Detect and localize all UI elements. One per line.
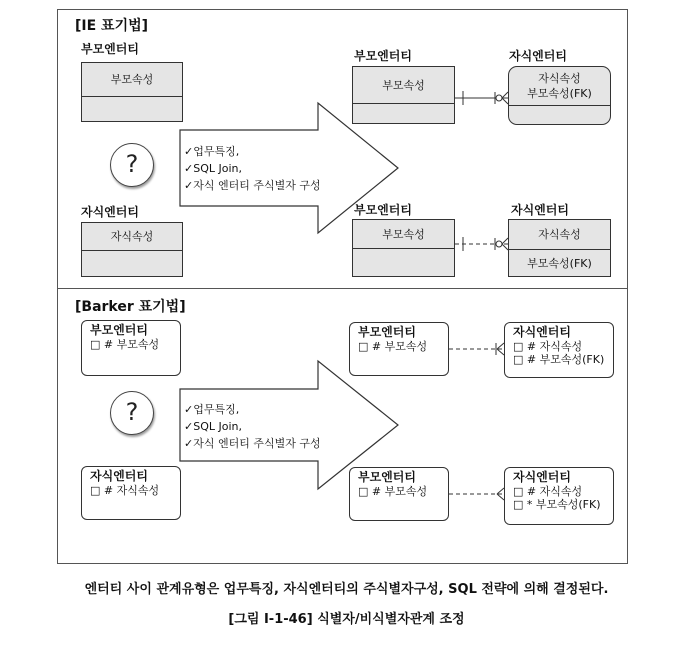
barker-left-parent-entity	[81, 320, 181, 376]
attribute: □ # 자식속성	[90, 484, 160, 497]
entity-title: 부모엔터티	[90, 323, 148, 337]
ie-criteria-list	[184, 143, 321, 194]
question-icon: ?	[110, 143, 154, 187]
ie-bottom-child-title: 자식엔터티	[511, 203, 569, 217]
barker-identifying-relationship	[449, 343, 504, 355]
attribute: □ # 부모속성(FK)	[513, 353, 605, 366]
attribute: □ * 부모속성(FK)	[513, 498, 601, 511]
ie-non-identifying-relationship	[455, 237, 508, 251]
entity-title: 자식엔터티	[513, 470, 571, 484]
attribute: □ # 자식속성	[513, 485, 583, 498]
caption-description: 엔터티 사이 관계유형은 업무특징, 자식엔터티의 주식별자구성, SQL 전략에 의해 결정된다.	[84, 582, 609, 597]
attribute: 자식속성	[110, 230, 154, 243]
entity-title: 부모엔터티	[358, 325, 416, 339]
barker-top-parent-entity	[349, 322, 449, 376]
barker-left-child-entity	[81, 466, 181, 520]
attribute: 부모속성(FK)	[527, 87, 592, 100]
attribute: 자식속성	[538, 72, 581, 85]
attribute: 부모속성	[382, 78, 425, 92]
barker-section-title: [Barker 표기법]	[75, 299, 186, 315]
ie-left-parent-entity	[81, 62, 183, 122]
attribute: □ # 부모속성	[358, 485, 428, 498]
ie-top-child-entity	[508, 66, 611, 125]
ie-left-child-title: 자식엔터티	[81, 205, 139, 219]
criteria-item: ✓업무특징,	[184, 145, 240, 158]
ie-identifying-relationship	[455, 91, 508, 105]
attribute: □ # 부모속성	[358, 340, 428, 353]
criteria-item: ✓SQL Join,	[184, 162, 242, 175]
attribute: 자식속성	[538, 228, 581, 241]
entity-title: 부모엔터티	[358, 470, 416, 484]
ie-top-child-title: 자식엔터티	[509, 49, 567, 63]
question-icon: ?	[110, 391, 154, 435]
criteria-item: ✓SQL Join,	[184, 420, 242, 433]
ie-section-title: [IE 표기법]	[75, 18, 149, 34]
attribute: 부모속성	[382, 227, 425, 241]
barker-top-child-entity	[504, 322, 614, 378]
attribute: 부모속성(FK)	[527, 257, 592, 270]
attribute: □ # 자식속성	[513, 340, 583, 353]
ie-left-parent-title: 부모엔터티	[81, 42, 139, 56]
ie-left-child-entity	[81, 222, 183, 277]
barker-non-identifying-relationship	[449, 488, 504, 500]
barker-bottom-child-entity	[504, 467, 614, 525]
ie-bottom-child-entity	[508, 219, 611, 277]
criteria-item: ✓자식 엔터티 주식별자 구성	[184, 437, 321, 450]
ie-top-parent-title: 부모엔터티	[354, 49, 412, 63]
ie-bottom-parent-title: 부모엔터티	[354, 203, 412, 217]
barker-criteria-list	[184, 401, 321, 452]
criteria-item: ✓업무특징,	[184, 403, 240, 416]
entity-title: 자식엔터티	[90, 469, 148, 483]
barker-bottom-parent-entity	[349, 467, 449, 521]
entity-title: 자식엔터티	[513, 325, 571, 339]
attribute: 부모속성	[110, 73, 154, 86]
criteria-item: ✓자식 엔터티 주식별자 구성	[184, 179, 321, 192]
ie-top-parent-entity	[352, 66, 455, 124]
ie-bottom-parent-entity	[352, 219, 455, 277]
figure-caption: [그림 Ⅰ-1-46] 식별자/비식별자관계 조정	[228, 612, 465, 627]
attribute: □ # 부모속성	[90, 338, 160, 351]
